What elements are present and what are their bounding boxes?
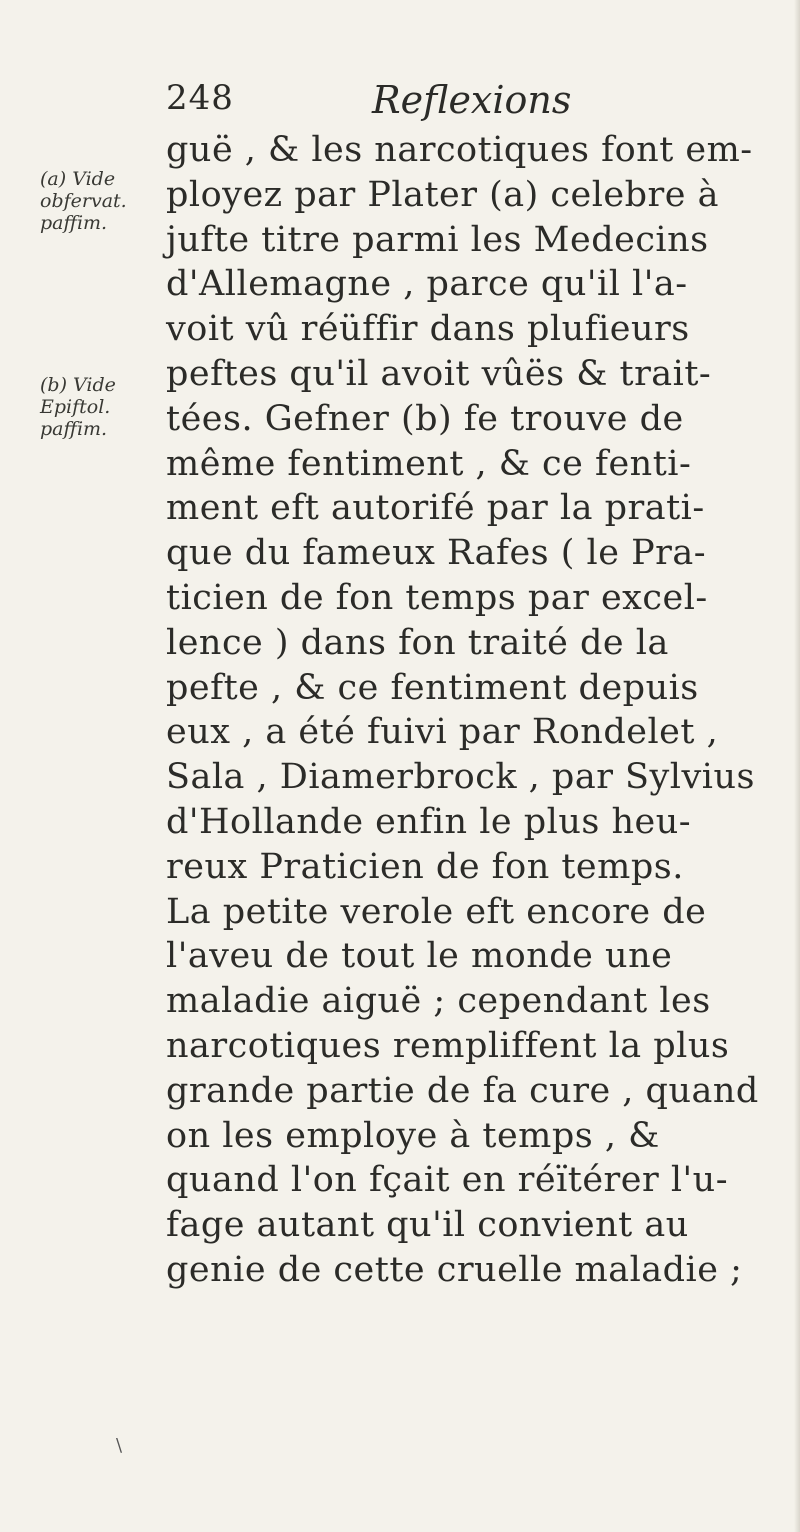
margin-notes: [40, 168, 170, 580]
text-line: eux , a été fuivi par Rondelet ,: [166, 712, 719, 753]
text-line: lence ) dans fon traité de la: [166, 622, 669, 663]
margin-note-b: [40, 374, 170, 440]
text-line: ployez par Plater (a) celebre à: [166, 174, 719, 215]
page-edge: [794, 0, 800, 1532]
text-line: même fentiment , & ce fenti-: [166, 443, 692, 484]
text-line: ticien de fon temps par excel-: [166, 577, 708, 618]
margin-note-line: (b) Vide: [40, 374, 116, 396]
text-line: genie de cette cruelle maladie ;: [166, 1249, 743, 1290]
text-line: pefte , & ce fentiment depuis: [166, 667, 699, 708]
text-line: jufte titre parmi les Medecins: [166, 219, 709, 260]
margin-note-line: paffim.: [40, 418, 108, 440]
text-line: Sala , Diamerbrock , par Sylvius: [166, 757, 755, 798]
text-line: fage autant qu'il convient au: [166, 1205, 689, 1246]
text-line: guë , & les narcotiques font em-: [166, 130, 753, 170]
margin-note-line: (a) Vide: [40, 168, 116, 190]
text-line: peftes qu'il avoit vûës & trait-: [166, 353, 712, 394]
text-line: tées. Gefner (b) fe trouve de: [166, 398, 684, 439]
text-line: grande partie de fa cure , quand: [166, 1070, 759, 1111]
page-header: [166, 78, 586, 126]
text-line: que du fameux Rafes ( le Pra-: [166, 533, 707, 574]
text-line: quand l'on fçait en réïtérer l'u-: [166, 1160, 729, 1201]
text-line: maladie aiguë ; cependant les: [166, 981, 711, 1022]
running-title: Reflexions: [372, 78, 572, 122]
text-line: voit vû réüffir dans plufieurs: [166, 309, 690, 350]
text-line: l'aveu de tout le monde une: [166, 936, 673, 977]
text-line: ment eft autorifé par la prati-: [166, 488, 705, 529]
footer-mark: \: [116, 1435, 123, 1456]
body-text: [166, 128, 766, 1293]
margin-note-line: paffim.: [40, 212, 108, 234]
text-line: d'Hollande enfin le plus heu-: [166, 801, 692, 842]
margin-note-a: [40, 168, 170, 234]
text-line: reux Praticien de fon temps.: [166, 846, 684, 887]
text-line: La petite verole eft encore de: [166, 891, 707, 932]
text-line: d'Allemagne , parce qu'il l'a-: [166, 264, 688, 305]
text-line: on les employe à temps , &: [166, 1115, 660, 1156]
text-line: narcotiques rempliffent la plus: [166, 1025, 730, 1066]
margin-note-line: obfervat.: [40, 190, 127, 212]
page-number: 248: [166, 78, 234, 118]
margin-note-line: Epiftol.: [40, 396, 111, 418]
